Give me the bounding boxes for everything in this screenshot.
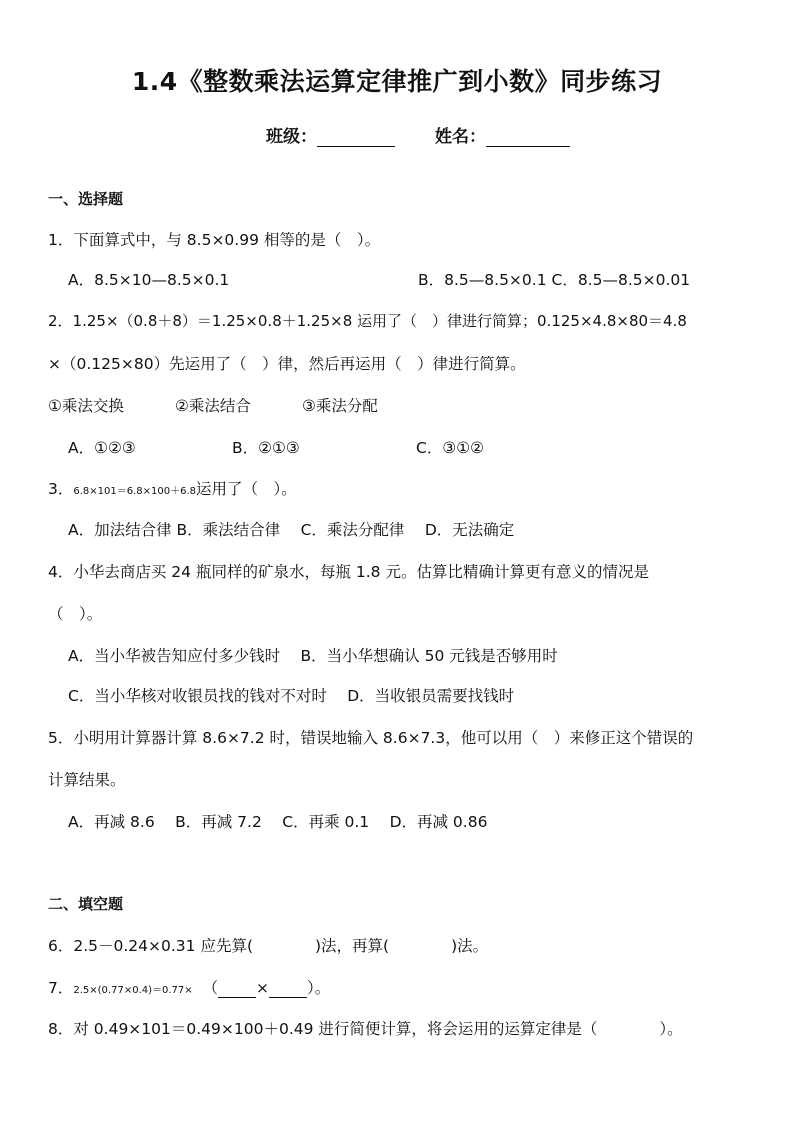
name-blank[interactable] xyxy=(486,130,570,147)
section-choice: 一、选择题 xyxy=(48,190,124,208)
q7-number: 7． xyxy=(48,979,74,997)
q2-option-a: A．①②③ xyxy=(68,439,136,457)
q1-option-a: A．8.5×10—8.5×0.1 xyxy=(68,271,230,289)
q7-open-paren: （ xyxy=(202,979,219,997)
q1-option-bc: B．8.5—8.5×0.1 C．8.5—8.5×0.01 xyxy=(418,271,691,289)
q2-line1: 2．1.25×（0.8＋8）＝1.25×0.8＋1.25×8 运用了（ ）律进行简算；0.125×4.8×80＝4.8 xyxy=(48,312,687,330)
q2-option-c: C．③①② xyxy=(416,439,485,457)
q3-number: 3． xyxy=(48,480,74,498)
q4-options-ab: A．当小华被告知应付多少钱时 B．当小华想确认 50 元钱是否够用时 xyxy=(68,647,558,665)
q2-option-b: B．②①③ xyxy=(232,439,300,457)
class-blank[interactable] xyxy=(317,130,395,147)
q7-blank-1[interactable] xyxy=(218,983,256,998)
q7-close-paren: ）。 xyxy=(307,979,331,997)
q3-formula: 6.8×101＝6.8×100＋6.8 xyxy=(73,486,197,497)
q4-line2: （ ）。 xyxy=(48,605,103,623)
q2-item-1: ①乘法交换 xyxy=(48,397,124,415)
q5-options: A．再减 8.6 B．再减 7.2 C．再乘 0.1 D．再减 0.86 xyxy=(68,813,488,831)
q6-line: 6．2.5－0.24×0.31 应先算( )法，再算( )法。 xyxy=(48,937,489,955)
q4-line1: 4．小华去商店买 24 瓶同样的矿泉水，每瓶 1.8 元。估算比精确计算更有意义的情况是 xyxy=(48,563,649,581)
q3-stem: 运用了（ ）。 xyxy=(196,480,297,498)
q2-item-3: ③乘法分配 xyxy=(302,397,378,415)
q2-item-2: ②乘法结合 xyxy=(175,397,251,415)
q1-stem: 1．下面算式中，与 8.5×0.99 相等的是（ ）。 xyxy=(48,231,381,249)
section-fill: 二、填空题 xyxy=(48,895,124,913)
page-title: 1.4《整数乘法运算定律推广到小数》同步练习 xyxy=(131,67,663,96)
name-field xyxy=(435,122,570,147)
q3-line xyxy=(48,477,297,499)
q8-line: 8．对 0.49×101＝0.49×100＋0.49 进行简便计算，将会运用的运算定律是（ ）。 xyxy=(48,1020,683,1038)
q2-line2: ×（0.125×80）先运用了（ ）律，然后再运用（ ）律进行简算。 xyxy=(48,355,526,373)
class-field xyxy=(266,122,395,147)
q7-blank-2[interactable] xyxy=(269,983,307,998)
q7-line xyxy=(48,976,330,998)
q5-line2: 计算结果。 xyxy=(48,771,126,789)
q5-line1: 5．小明用计算器计算 8.6×7.2 时，错误地输入 8.6×7.3，他可以用（ ）来修正这个错误的 xyxy=(48,729,694,747)
q3-options: A．加法结合律 B．乘法结合律 C．乘法分配律 D．无法确定 xyxy=(68,521,515,539)
q4-options-cd: C．当小华核对收银员找的钱对不对时 D．当收银员需要找钱时 xyxy=(68,687,515,705)
q7-formula: 2.5×(0.77×0.4)＝0.77× xyxy=(73,985,193,996)
class-label: 班级： xyxy=(266,127,317,147)
name-label: 姓名： xyxy=(435,127,486,147)
q7-times: × xyxy=(256,979,270,997)
